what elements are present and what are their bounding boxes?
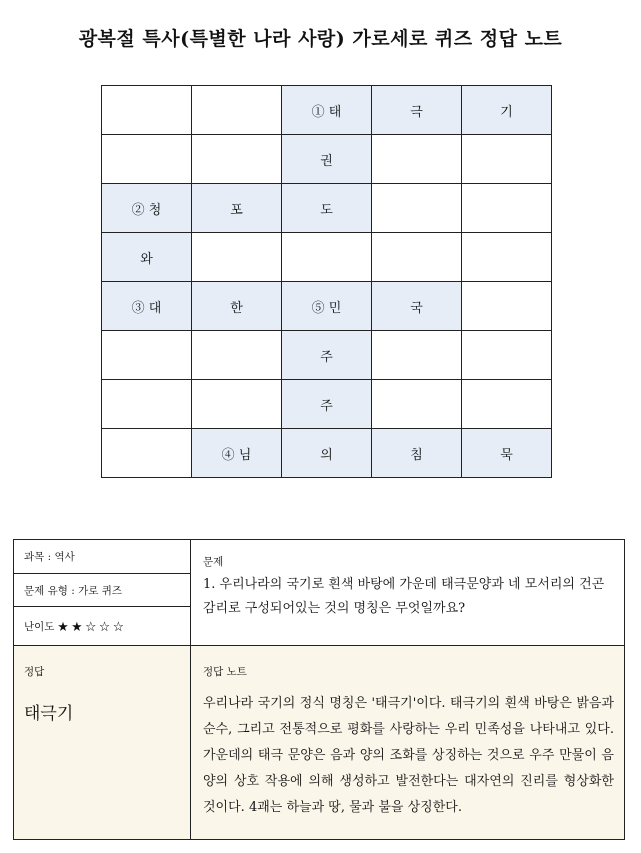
grid-cell-filled: 의: [282, 429, 372, 478]
grid-cell-empty: [462, 380, 552, 429]
crossword-grid-body: [102, 86, 552, 478]
grid-cell-empty: [102, 86, 192, 135]
question-type-label: 문제 유형 : 가로 퀴즈: [14, 574, 190, 607]
grid-row: [102, 429, 552, 478]
grid-cell-empty: [462, 233, 552, 282]
grid-cell-empty: [102, 380, 192, 429]
grid-cell-empty: [102, 331, 192, 380]
grid-cell-filled: 와: [102, 233, 192, 282]
subject-label: 과목 : 역사: [14, 540, 190, 574]
grid-cell-empty: [372, 184, 462, 233]
grid-cell-empty: [192, 380, 282, 429]
grid-cell-empty: [192, 331, 282, 380]
grid-cell-filled: 한: [192, 282, 282, 331]
grid-cell-filled: 주: [282, 331, 372, 380]
answer-section: [14, 645, 624, 839]
grid-cell-empty: [462, 331, 552, 380]
grid-row: [102, 282, 552, 331]
question-panel: [191, 540, 624, 645]
question-label: 문제: [203, 556, 224, 568]
grid-cell-empty: [462, 135, 552, 184]
grid-row: [102, 380, 552, 429]
grid-cell-empty: [192, 233, 282, 282]
answer-note: [13, 539, 625, 840]
grid-cell-filled: 묵: [462, 429, 552, 478]
grid-cell-filled: ④ 님: [192, 429, 282, 478]
page-title: 광복절 특사(특별한 나라 사랑) 가로세로 퀴즈 정답 노트: [78, 28, 563, 50]
grid-row: [102, 184, 552, 233]
explanation-label: 정답 노트: [203, 666, 247, 678]
grid-cell-empty: [192, 135, 282, 184]
answer-value: 태극기: [24, 704, 74, 724]
grid-cell-empty: [372, 233, 462, 282]
grid-cell-empty: [372, 380, 462, 429]
grid-row: [102, 331, 552, 380]
grid-row: [102, 233, 552, 282]
grid-cell-filled: 포: [192, 184, 282, 233]
grid-cell-empty: [372, 331, 462, 380]
answer-panel: [14, 646, 191, 839]
grid-row: [102, 135, 552, 184]
question-text: 1. 우리나라의 국기로 흰색 바탕에 가운데 태극문양과 네 모서리의 건곤감리로 구성되어있는 것의 명칭은 무엇일까요?: [203, 577, 605, 616]
explanation-panel: [191, 646, 624, 839]
answer-label: 정답: [24, 666, 45, 678]
grid-cell-filled: 침: [372, 429, 462, 478]
grid-cell-filled: 주: [282, 380, 372, 429]
grid-cell-empty: [282, 233, 372, 282]
grid-cell-filled: 권: [282, 135, 372, 184]
grid-cell-empty: [102, 429, 192, 478]
grid-cell-filled: ⑤ 민: [282, 282, 372, 331]
grid-row: [102, 86, 552, 135]
grid-cell-filled: 극: [372, 86, 462, 135]
grid-cell-filled: ① 태: [282, 86, 372, 135]
grid-cell-empty: [192, 86, 282, 135]
crossword-grid: [101, 85, 552, 478]
meta-panel: [14, 540, 191, 645]
grid-cell-empty: [462, 282, 552, 331]
grid-cell-empty: [372, 135, 462, 184]
grid-cell-filled: 기: [462, 86, 552, 135]
grid-cell-filled: ② 청: [102, 184, 192, 233]
grid-cell-filled: 국: [372, 282, 462, 331]
grid-cell-filled: ③ 대: [102, 282, 192, 331]
grid-cell-empty: [102, 135, 192, 184]
difficulty-rating: 난이도 ★ ★ ☆ ☆ ☆: [24, 620, 124, 633]
grid-cell-filled: 도: [282, 184, 372, 233]
grid-cell-empty: [462, 184, 552, 233]
explanation-text: 우리나라 국기의 정식 명칭은 '태극기'이다. 태극기의 흰색 바탕은 밝음과 순수, 그리고 전통적으로 평화를 사랑하는 우리 민족성을 나타내고 있다. 가운데의 태극 문양은 음과 양의 조화를 상징하는 것으로 우주 만물이 음양의 상호 작용에 의해 생성하고 발전한다는 대자연의 진리를 형상화한 것이다. 4괘는 하늘과 땅, 물과 불을 상징한다.: [203, 696, 614, 815]
